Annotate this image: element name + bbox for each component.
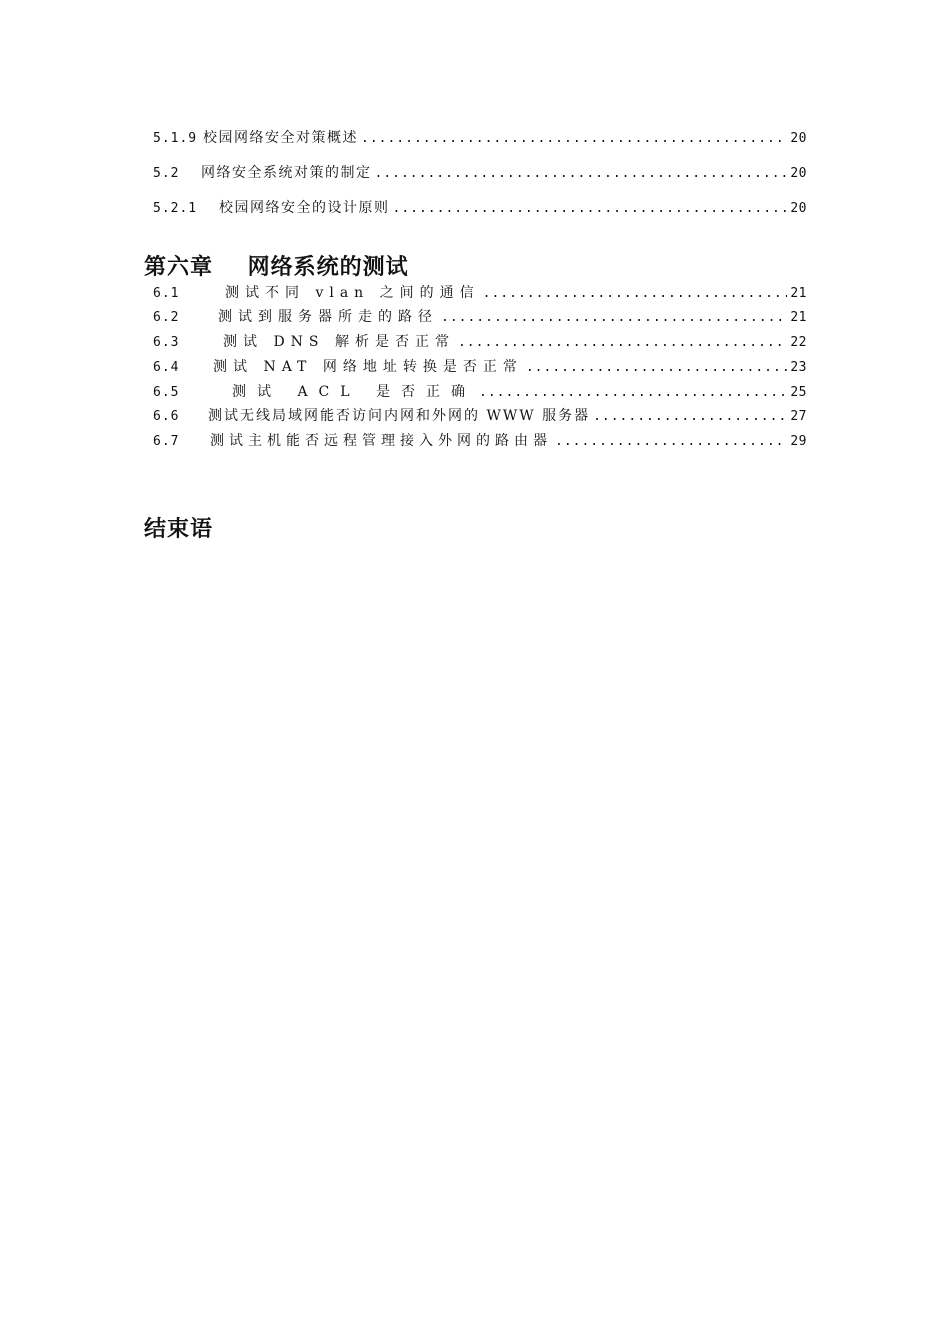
toc-entry-page: 20 [790,166,807,181]
toc-leader-dots [361,131,787,146]
toc-entry-number: 6.6 [153,409,180,424]
toc-entry-page: 23 [790,360,807,375]
toc-leader-dots [458,335,787,350]
toc-entry-title: 校园网络安全对策概述 [203,130,358,146]
toc-entry-number: 5.1.9 [153,131,198,146]
toc-entry-page: 20 [790,131,807,146]
toc-entry-page: 25 [790,385,807,400]
toc-entry [153,162,807,182]
toc-entry-title: 测试 NAT 网络地址转换是否正常 [213,359,523,375]
toc-entry-page: 22 [790,335,807,350]
toc-entry [153,282,807,302]
toc-entry-title: 测试到服务器所走的路径 [218,309,438,325]
chapter-heading: 第六章 网络系统的测试 [144,255,409,280]
toc-entry-title: 校园网络安全的设计原则 [219,200,390,216]
toc-entry-number: 6.2 [153,310,180,325]
toc-entry [153,197,807,217]
toc-entry-page: 27 [790,409,807,424]
toc-entry-title: 测试无线局域网能否访问内网和外网的 WWW 服务器 [208,408,591,424]
toc-leader-dots [375,166,788,181]
toc-entry-number: 6.5 [153,385,180,400]
toc-entry [153,405,807,425]
toc-entry-number: 6.1 [153,286,180,301]
toc-leader-dots [483,286,788,301]
toc-entry-title: 网络安全系统对策的制定 [201,165,372,181]
toc-entry-number: 6.3 [153,335,180,350]
toc-leader-dots [441,310,787,325]
toc-leader-dots [555,434,787,449]
toc-entry [153,331,807,351]
toc-entry-page: 29 [790,434,807,449]
toc-leader-dots [393,201,788,216]
toc-entry-number: 5.2 [153,166,180,181]
toc-entry-page: 21 [790,286,807,301]
toc-leader-dots [526,360,788,375]
toc-entry-page: 20 [790,201,807,216]
toc-entry [153,430,807,450]
toc-entry-number: 5.2.1 [153,201,198,216]
toc-entry-page: 21 [790,310,807,325]
toc-entry-title: 测试主机能否远程管理接入外网的路由器 [210,433,552,449]
toc-entry [153,356,807,376]
toc-entry [153,381,807,401]
toc-leader-dots [479,385,787,400]
toc-entry-title: 测试 ACL 是否正确 [232,384,477,400]
toc-entry [153,127,807,147]
toc-leader-dots [593,409,787,424]
toc-entry-number: 6.4 [153,360,180,375]
conclusion-heading: 结束语 [144,517,214,542]
toc-entry-title: 测试不同 vlan 之间的通信 [225,285,480,301]
toc-entry-title: 测试 DNS 解析是否正常 [223,334,455,350]
toc-entry-number: 6.7 [153,434,180,449]
toc-entry [153,306,807,326]
